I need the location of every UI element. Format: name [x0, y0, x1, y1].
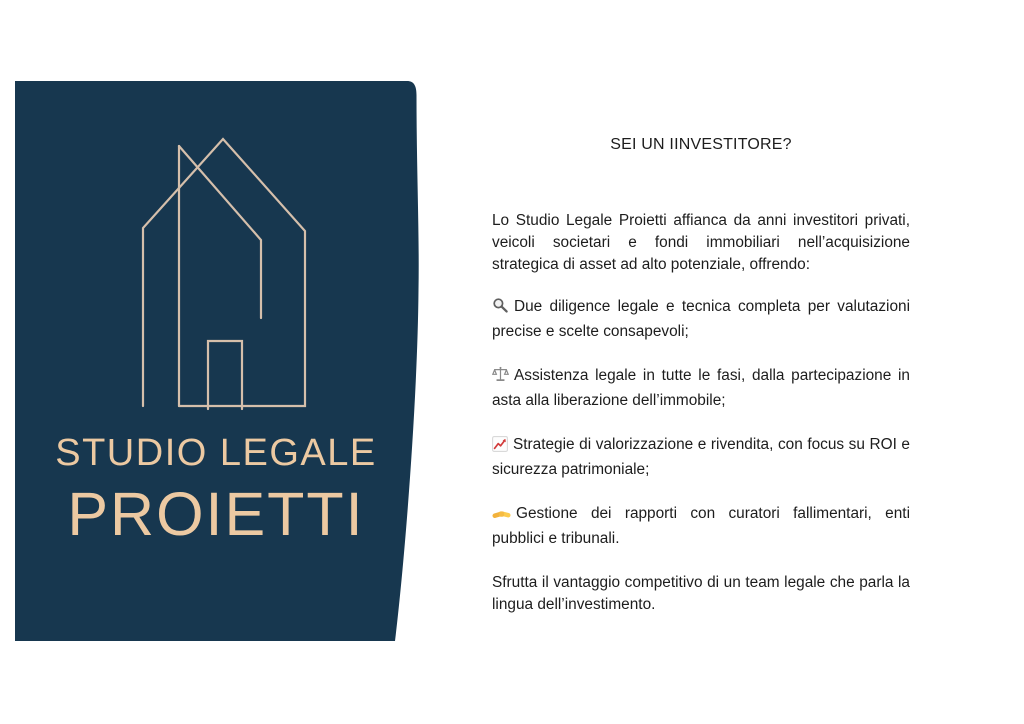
bullet-gestione-rapporti	[492, 503, 910, 550]
brand-panel-shape	[15, 81, 419, 641]
bullet-text: Assistenza legale in tutte le fasi, dalla partecipazione in asta alla liberazione dell’immobile;	[492, 367, 910, 409]
magnifier-icon	[492, 297, 509, 321]
bullet-assistenza-legale	[492, 365, 910, 412]
intro-paragraph: Lo Studio Legale Proietti affianca da anni investitori privati, veicoli societari e fondi immobiliari nell’acquisizione strategica di asset ad alto potenziale, offrendo:	[492, 212, 910, 273]
chart-up-icon	[492, 436, 508, 459]
scales-icon	[492, 366, 509, 390]
handshake-icon	[492, 506, 511, 528]
bullet-due-diligence	[492, 296, 910, 343]
brand-name-line2: PROIETTI	[67, 480, 365, 548]
bullet-text: Strategie di valorizzazione e rivendita, con focus su ROI e sicurezza patrimoniale;	[492, 436, 910, 478]
bullet-strategie	[492, 434, 910, 481]
brand-name-line1: STUDIO LEGALE	[55, 432, 377, 474]
bullet-text: Gestione dei rapporti con curatori fallimentari, enti pubblici e tribunali.	[492, 505, 910, 547]
bullet-text: Due diligence legale e tecnica completa per valutazioni precise e scelte consapevoli;	[492, 298, 910, 340]
closing-paragraph: Sfrutta il vantaggio competitivo di un team legale che parla la lingua dell’investimento.	[492, 574, 910, 613]
content-column	[492, 134, 910, 616]
page-title: SEI UN IINVESTITORE?	[610, 136, 792, 153]
